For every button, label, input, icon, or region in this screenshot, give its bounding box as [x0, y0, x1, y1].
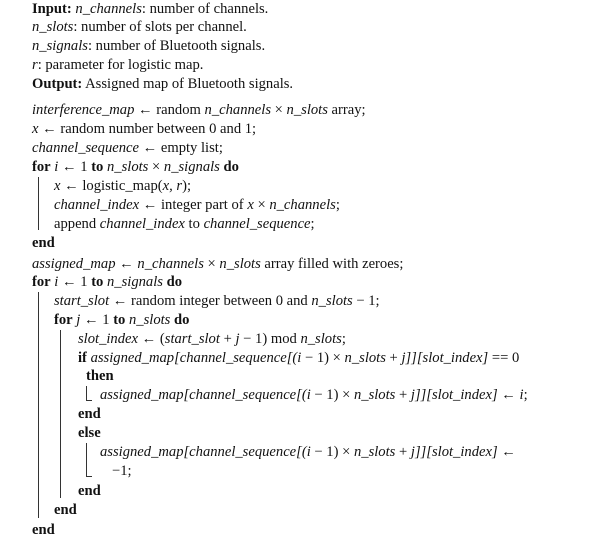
param-slots: n_slots: number of slots per channel. [32, 19, 247, 35]
line-assign-i: assigned_map[channel_sequence[(i − 1) × n_slots + j]][slot_index] ← i; [100, 387, 528, 403]
else-keyword: else [78, 425, 101, 441]
line-for-loop-1: for i ← 1 to n_slots × n_signals do [32, 159, 239, 175]
end-for-2: end [32, 522, 55, 538]
output-line: Output: Assigned map of Bluetooth signals. [32, 76, 294, 92]
param-signals: n_signals: number of Bluetooth signals. [32, 38, 266, 54]
else-block-bar [86, 443, 92, 477]
end-for-1: end [32, 235, 55, 251]
block-bar-3 [60, 330, 61, 498]
then-keyword: then [86, 368, 114, 384]
line-channel-index: channel_index ← integer part of x × n_channels; [54, 197, 340, 213]
line-slot-index: slot_index ← (start_slot + j − 1) mod n_slots; [78, 331, 346, 347]
line-start-slot: start_slot ← random integer between 0 and n_slots − 1; [54, 293, 380, 309]
line-append: append channel_index to channel_sequence; [54, 216, 315, 232]
then-block-bar [86, 386, 92, 401]
block-bar-1 [38, 177, 39, 230]
line-assign-neg1: assigned_map[channel_sequence[(i − 1) × n_slots + j]][slot_index] ← [100, 444, 516, 460]
end-for-3: end [54, 502, 77, 518]
input-line: Input: n_channels: number of channels. [32, 1, 269, 17]
line-for-loop-2: for i ← 1 to n_signals do [32, 274, 183, 290]
line-neg1-value: −1; [112, 463, 132, 479]
line-interference-map: interference_map ← random n_channels × n_slots array; [32, 102, 366, 118]
param-r: r: parameter for logistic map. [32, 57, 204, 73]
block-bar-2 [38, 292, 39, 518]
end-if: end [78, 483, 101, 499]
line-for-loop-3: for j ← 1 to n_slots do [54, 312, 190, 328]
line-if: if assigned_map[channel_sequence[(i − 1) × n_slots + j]][slot_index] == 0 [78, 350, 520, 366]
end-then: end [78, 406, 101, 422]
line-x-init: x ← random number between 0 and 1; [32, 121, 257, 137]
line-channel-sequence: channel_sequence ← empty list; [32, 140, 223, 156]
line-assigned-map: assigned_map ← n_channels × n_slots array filled with zeroes; [32, 256, 404, 272]
line-logistic-map: x ← logistic_map(x, r); [54, 178, 192, 194]
